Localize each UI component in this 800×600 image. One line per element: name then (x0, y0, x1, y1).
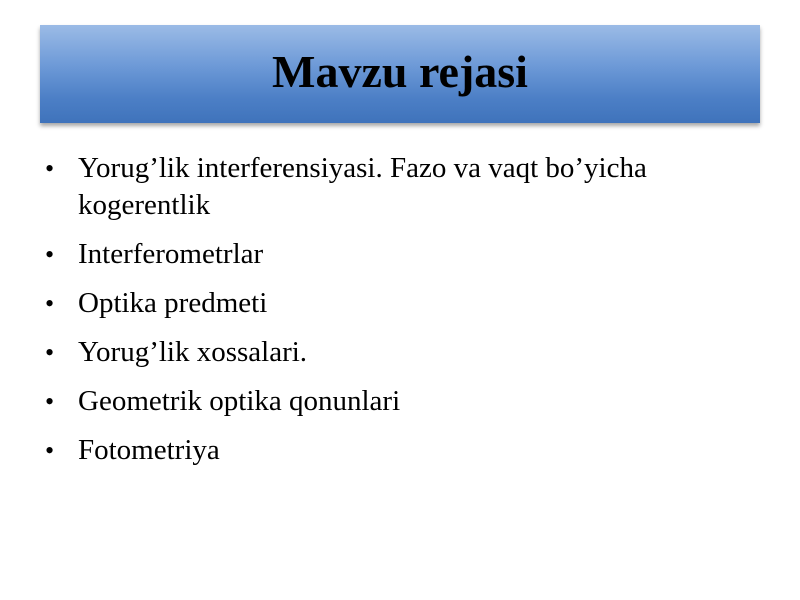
bullet-icon: • (45, 240, 55, 269)
list-item-text: Optika predmeti (78, 287, 268, 319)
list-item (45, 383, 745, 420)
list-item (45, 236, 745, 273)
list-item-text: Yorug’lik xossalari. (78, 336, 308, 368)
bullet-icon: • (45, 289, 55, 318)
list-item (45, 285, 745, 322)
bullet-list (45, 150, 745, 481)
list-item-text: Geometrik optika qonunlari (78, 385, 401, 417)
bullet-icon: • (45, 387, 55, 416)
title-bar (40, 25, 760, 123)
bullet-icon: • (45, 436, 55, 465)
slide-title: Mavzu rejasi (272, 46, 528, 97)
list-item (45, 432, 745, 469)
list-item (45, 150, 678, 224)
list-item-text: Fotometriya (78, 434, 220, 466)
list-item-text: Yorug’lik interferensiyasi. Fazo va vaqt bo’yicha kogerentlik (78, 152, 647, 221)
bullet-icon: • (45, 154, 55, 183)
bullet-icon: • (45, 338, 55, 367)
list-item (45, 334, 745, 371)
list-item-text: Interferometrlar (78, 238, 264, 270)
